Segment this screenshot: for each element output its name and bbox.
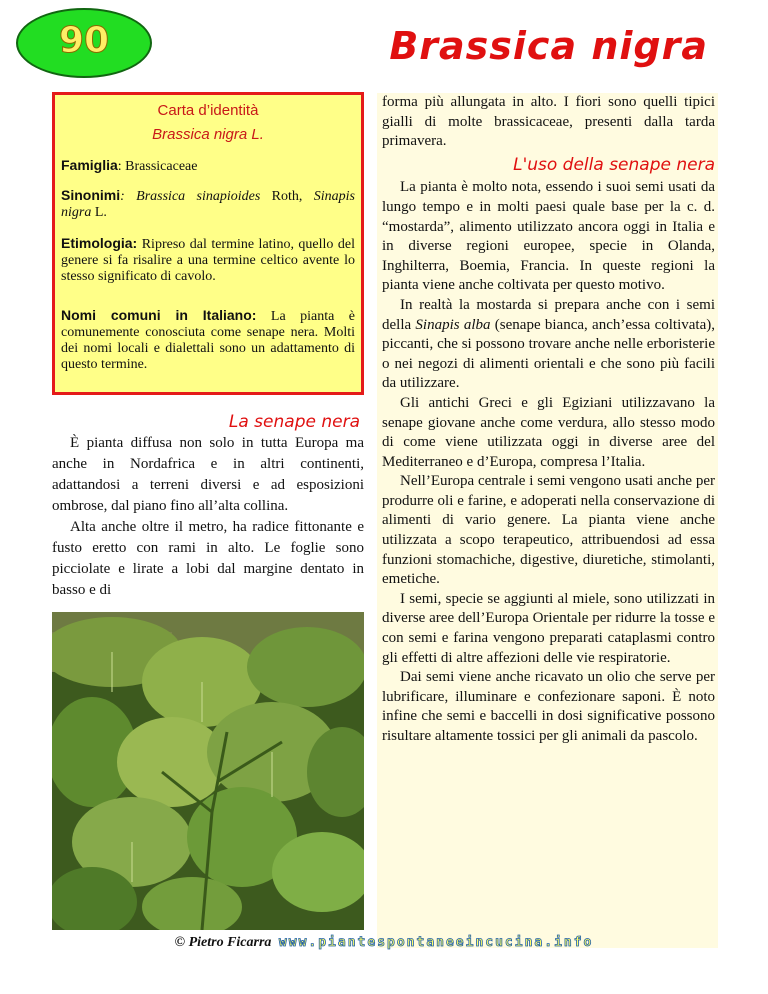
sinonimi-row bbox=[61, 187, 355, 221]
sinonimi-author1: Roth, bbox=[260, 189, 314, 204]
p2-part-a: In realtà la mostarda si prepara anche con i semi della bbox=[382, 296, 715, 333]
sinonimi-value1: Brassica sinapioides bbox=[136, 189, 261, 204]
left-paragraph: È pianta diffusa non solo in tutta Europa ma anche in Nordafrica e in altri continenti, adattandosi a terreni diversi e ad esposizioni ombrose, dal piano fino all’alta collina. bbox=[52, 435, 364, 514]
right-paragraph: I semi, specie se aggiunti al miele, sono utilizzati in diverse aree dell’Europa Orientale per ridurre la tosse e con semi e farina vengono preparati cataplasmi contro gli effetti di altre affezioni delle vie respiratorie. bbox=[382, 590, 715, 666]
page-number: 90 bbox=[58, 20, 110, 61]
right-paragraph: La pianta è molto nota, essendo i suoi semi usati da lungo tempo e in molti paesi quale base per la c. d. “mostarda”, alimento utilizzato ancora oggi in Italia e in diverse regioni europee, specie in Olanda, Inghilterra, Boemia, Francia. In queste regioni la pianta viene anche coltivata per questo motivo. bbox=[382, 179, 715, 294]
nomi-text: La pianta è comunemente conosciuta come senape nera. Molti dei nomi locali e dialettali sono un adattamento di questo termine. bbox=[61, 309, 355, 372]
footer bbox=[0, 935, 768, 951]
section-heading-uso: L'uso della senape nera bbox=[513, 154, 715, 175]
famiglia-row bbox=[61, 157, 355, 175]
website-link[interactable]: www.piantespontaneeincucina.info bbox=[278, 935, 594, 950]
right-paragraph: Nell’Europa centrale i semi vengono usati anche per produrre oli e farine, e adoperati nella conservazione di alimenti di vario genere. La pianta viene anche utilizzata a scopo terapeutico, attribuendosi ad essa funzioni stomachiche, digestive, diuretiche, stimolanti, emetiche. bbox=[382, 473, 715, 588]
page-number-badge bbox=[16, 8, 152, 78]
p2-italic: Sinapis alba bbox=[415, 316, 491, 333]
right-continuation: forma più allungata in alto. I fiori sono quelli tipici gialli di molte brassicaceae, presenti dalla tarda primavera. bbox=[382, 94, 715, 150]
sinonimi-sep: : bbox=[120, 189, 137, 204]
nomi-label: Nomi comuni in Italiano: bbox=[61, 307, 257, 323]
card-species: Brassica nigra L. bbox=[152, 126, 264, 143]
copyright: © Pietro Ficarra bbox=[174, 935, 272, 950]
plant-photo bbox=[52, 612, 364, 930]
right-paragraph: Gli antichi Greci e gli Egiziani utilizzavano la senape giovane anche come verdura, allo stesso modo di come viene utilizzata oggi in diverse aree del Mediterraneo e d’Europa, compresa l’Italia. bbox=[382, 394, 715, 470]
p2-part-b: (senape bianca, anch’essa coltivata), piccanti, che si possono trovare anche nelle erboristerie o nei negozi di alimenti orientali e che sono più facili da utilizzare. bbox=[382, 316, 715, 392]
right-paragraph: Dai semi viene anche ricavato un olio che serve per lubrificare, illuminare e confezionare saponi. È noto infine che semi e baccelli in dosi significative possono risultare altamente tossici per gli animali da pascolo. bbox=[382, 669, 715, 744]
sinonimi-author2: L. bbox=[91, 205, 107, 220]
right-column bbox=[377, 93, 718, 948]
famiglia-label: Famiglia bbox=[61, 157, 118, 173]
nomi-row bbox=[61, 307, 355, 373]
etimologia-label: Etimologia: bbox=[61, 235, 138, 251]
left-body-text bbox=[52, 433, 364, 601]
card-heading: Carta d’identità bbox=[157, 102, 259, 119]
famiglia-value: : Brassicaceae bbox=[117, 159, 198, 174]
section-heading-senape-nera: La senape nera bbox=[228, 412, 360, 432]
page-title: Brassica nigra bbox=[389, 24, 708, 68]
etimologia-row bbox=[61, 235, 355, 285]
identity-card bbox=[52, 92, 364, 395]
etimologia-text: Ripreso dal termine latino, quello del genere si fa risalire a una termine celtico avente lo stesso significato di cavolo. bbox=[61, 237, 355, 284]
sinonimi-value2: Sinapis nigra bbox=[61, 189, 356, 220]
left-paragraph: Alta anche oltre il metro, ha radice fittonante e fusto eretto con rami in alto. Le foglie sono picciolate e lirate a lobi dal margine dentato in basso e di bbox=[52, 519, 364, 598]
right-paragraph-sinapis bbox=[382, 296, 715, 394]
sinonimi-label: Sinonimi bbox=[61, 187, 121, 203]
